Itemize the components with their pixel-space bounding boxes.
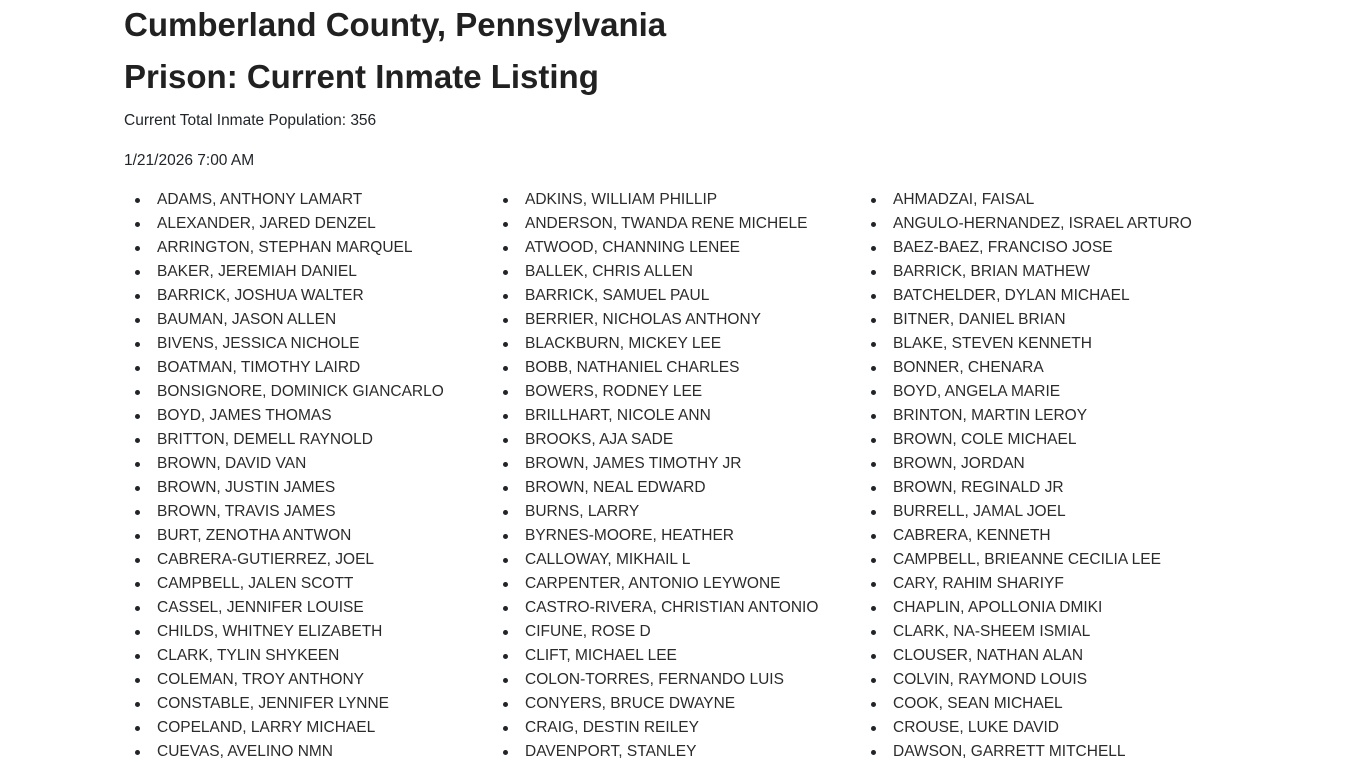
inmate-list-item: DAVENPORT, STANLEY: [492, 740, 860, 764]
inmate-list-item: CROUSE, LUKE DAVID: [860, 716, 1228, 740]
inmate-list-item: ARRINGTON, STEPHAN MARQUEL: [124, 236, 492, 260]
inmate-list-item: CLARK, NA-SHEEM ISMIAL: [860, 620, 1228, 644]
inmate-list-item: BURT, ZENOTHA ANTWON: [124, 524, 492, 548]
inmate-list-item: BROWN, JAMES TIMOTHY JR: [492, 452, 860, 476]
inmate-list-item: BARRICK, BRIAN MATHEW: [860, 260, 1228, 284]
inmate-list-item: ALEXANDER, JARED DENZEL: [124, 212, 492, 236]
inmate-list-item: COLVIN, RAYMOND LOUIS: [860, 668, 1228, 692]
inmate-list-item: BRINTON, MARTIN LEROY: [860, 404, 1228, 428]
inmate-list-item: BYRNES-MOORE, HEATHER: [492, 524, 860, 548]
inmate-list-item: CAMPBELL, BRIEANNE CECILIA LEE: [860, 548, 1228, 572]
inmate-list-item: CARPENTER, ANTONIO LEYWONE: [492, 572, 860, 596]
inmate-list-item: ADKINS, WILLIAM PHILLIP: [492, 188, 860, 212]
inmate-list-item: ATWOOD, CHANNING LENEE: [492, 236, 860, 260]
inmate-list-item: ANGULO-HERNANDEZ, ISRAEL ARTURO: [860, 212, 1228, 236]
inmate-list-item: CASTRO-RIVERA, CHRISTIAN ANTONIO: [492, 596, 860, 620]
inmate-list-item: CLARK, TYLIN SHYKEEN: [124, 644, 492, 668]
inmate-list-item: BROWN, COLE MICHAEL: [860, 428, 1228, 452]
inmate-list-item: CONSTABLE, JENNIFER LYNNE: [124, 692, 492, 716]
inmate-list-item: BOYD, JAMES THOMAS: [124, 404, 492, 428]
inmate-list-item: BROWN, JORDAN: [860, 452, 1228, 476]
inmate-list-item: BITNER, DANIEL BRIAN: [860, 308, 1228, 332]
inmate-column-3: [860, 188, 1228, 764]
inmate-list-item: BROWN, JUSTIN JAMES: [124, 476, 492, 500]
inmate-list-item: BAUMAN, JASON ALLEN: [124, 308, 492, 332]
inmate-list-item: BRILLHART, NICOLE ANN: [492, 404, 860, 428]
inmate-list-item: BAEZ-BAEZ, FRANCISO JOSE: [860, 236, 1228, 260]
inmate-list-item: CABRERA, KENNETH: [860, 524, 1228, 548]
report-timestamp: 1/21/2026 7:00 AM: [124, 152, 255, 169]
inmate-list-item: CAMPBELL, JALEN SCOTT: [124, 572, 492, 596]
total-population-text: Current Total Inmate Population: 356: [124, 112, 377, 129]
inmate-list-item: CALLOWAY, MIKHAIL L: [492, 548, 860, 572]
page-title-county: Cumberland County, Pennsylvania: [124, 6, 667, 43]
inmate-list-item: BIVENS, JESSICA NICHOLE: [124, 332, 492, 356]
inmate-list-item: DAWSON, GARRETT MITCHELL: [860, 740, 1228, 764]
inmate-list-item: BROOKS, AJA SADE: [492, 428, 860, 452]
inmate-list-item: CONYERS, BRUCE DWAYNE: [492, 692, 860, 716]
inmate-list-item: BONSIGNORE, DOMINICK GIANCARLO: [124, 380, 492, 404]
inmate-list-item: BARRICK, JOSHUA WALTER: [124, 284, 492, 308]
inmate-list-item: BOBB, NATHANIEL CHARLES: [492, 356, 860, 380]
inmate-list-item: BLAKE, STEVEN KENNETH: [860, 332, 1228, 356]
inmate-list-item: BATCHELDER, DYLAN MICHAEL: [860, 284, 1228, 308]
inmate-list-item: CHILDS, WHITNEY ELIZABETH: [124, 620, 492, 644]
inmate-list-item: BROWN, REGINALD JR: [860, 476, 1228, 500]
inmate-columns: [124, 188, 1366, 764]
inmate-list-item: CRAIG, DESTIN REILEY: [492, 716, 860, 740]
inmate-list-item: BALLEK, CHRIS ALLEN: [492, 260, 860, 284]
inmate-list-item: CUEVAS, AVELINO NMN: [124, 740, 492, 764]
inmate-list-item: BERRIER, NICHOLAS ANTHONY: [492, 308, 860, 332]
inmate-list-item: COLON-TORRES, FERNANDO LUIS: [492, 668, 860, 692]
inmate-list-item: BLACKBURN, MICKEY LEE: [492, 332, 860, 356]
inmate-list-item: CHAPLIN, APOLLONIA DMIKI: [860, 596, 1228, 620]
inmate-list-item: BROWN, DAVID VAN: [124, 452, 492, 476]
inmate-list-item: BRITTON, DEMELL RAYNOLD: [124, 428, 492, 452]
inmate-list-item: CIFUNE, ROSE D: [492, 620, 860, 644]
inmate-list-item: BONNER, CHENARA: [860, 356, 1228, 380]
inmate-list-item: AHMADZAI, FAISAL: [860, 188, 1228, 212]
inmate-list-item: BURNS, LARRY: [492, 500, 860, 524]
page-title-listing: Prison: Current Inmate Listing: [124, 58, 599, 95]
inmate-list-item: BURRELL, JAMAL JOEL: [860, 500, 1228, 524]
inmate-list-item: BROWN, TRAVIS JAMES: [124, 500, 492, 524]
inmate-list-item: COPELAND, LARRY MICHAEL: [124, 716, 492, 740]
inmate-list-item: CLIFT, MICHAEL LEE: [492, 644, 860, 668]
inmate-list-item: COLEMAN, TROY ANTHONY: [124, 668, 492, 692]
inmate-list-item: CABRERA-GUTIERREZ, JOEL: [124, 548, 492, 572]
inmate-list-item: ADAMS, ANTHONY LAMART: [124, 188, 492, 212]
inmate-list-item: BOATMAN, TIMOTHY LAIRD: [124, 356, 492, 380]
inmate-list-item: BOWERS, RODNEY LEE: [492, 380, 860, 404]
inmate-list-item: ANDERSON, TWANDA RENE MICHELE: [492, 212, 860, 236]
inmate-list-item: CASSEL, JENNIFER LOUISE: [124, 596, 492, 620]
inmate-column-2: [492, 188, 860, 764]
inmate-list-item: CLOUSER, NATHAN ALAN: [860, 644, 1228, 668]
inmate-list-item: CARY, RAHIM SHARIYF: [860, 572, 1228, 596]
inmate-list-item: BROWN, NEAL EDWARD: [492, 476, 860, 500]
inmate-list-item: COOK, SEAN MICHAEL: [860, 692, 1228, 716]
inmate-list-item: BOYD, ANGELA MARIE: [860, 380, 1228, 404]
inmate-list-item: BAKER, JEREMIAH DANIEL: [124, 260, 492, 284]
inmate-list-item: BARRICK, SAMUEL PAUL: [492, 284, 860, 308]
inmate-column-1: [124, 188, 492, 764]
